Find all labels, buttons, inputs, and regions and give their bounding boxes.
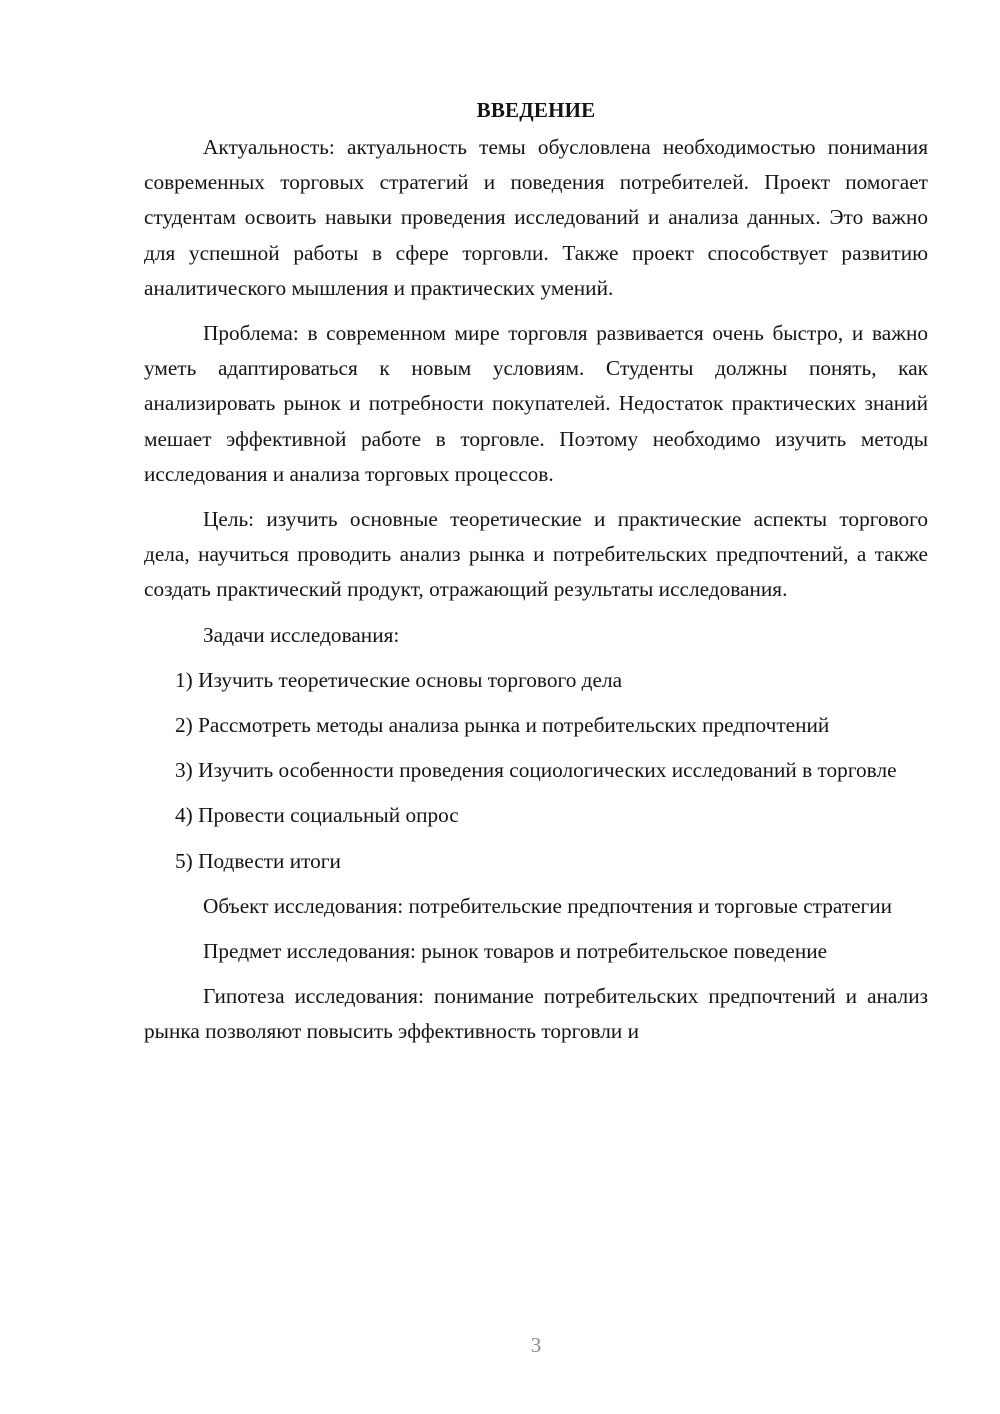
document-page xyxy=(144,92,928,1060)
tasks-heading: Задачи исследования: xyxy=(203,622,400,647)
task-item-3: 3) Изучить особенности проведения социологических исследований в торговле xyxy=(175,758,897,783)
task-item-5: 5) Подвести итоги xyxy=(175,848,341,873)
page-number: 3 xyxy=(530,1333,542,1357)
subject-paragraph: Предмет исследования: рынок товаров и потребительское поведение xyxy=(203,939,828,964)
hypothesis-paragraph: Гипотеза исследования: понимание потребительских предпочтений и анализ рынка позволяют повысить эффективность торговли и xyxy=(144,984,928,1044)
task-item-2: 2) Рассмотреть методы анализа рынка и потребительских предпочтений xyxy=(175,713,830,738)
section-title: ВВЕДЕНИЕ xyxy=(476,98,596,122)
task-item-1: 1) Изучить теоретические основы торгового дела xyxy=(175,667,623,692)
problem-paragraph: Проблема: в современном мире торговля развивается очень быстро, и важно уметь адаптироваться к новым условиям. Студенты должны понять, как анализировать рынок и потребности покупателей. Недостаток практических знаний мешает эффективной работе в торговле. Поэтому необходимо изучить методы исследования и анализа торговых процессов. xyxy=(144,321,928,486)
task-item-4: 4) Провести социальный опрос xyxy=(175,803,459,828)
goal-paragraph: Цель: изучить основные теоретические и практические аспекты торгового дела, научиться проводить анализ рынка и потребительских предпочтений, а также создать практический продукт, отражающий результаты исследования. xyxy=(144,507,928,602)
relevance-paragraph: Актуальность: актуальность темы обусловлена необходимостью понимания современных торговых стратегий и поведения потребителей. Проект помогает студентам освоить навыки проведения исследований и анализа данных. Это важно для успешной работы в сфере торговли. Также проект способствует развитию аналитического мышления и практических умений. xyxy=(144,135,928,300)
object-paragraph: Объект исследования: потребительские предпочтения и торговые стратегии xyxy=(203,893,893,918)
